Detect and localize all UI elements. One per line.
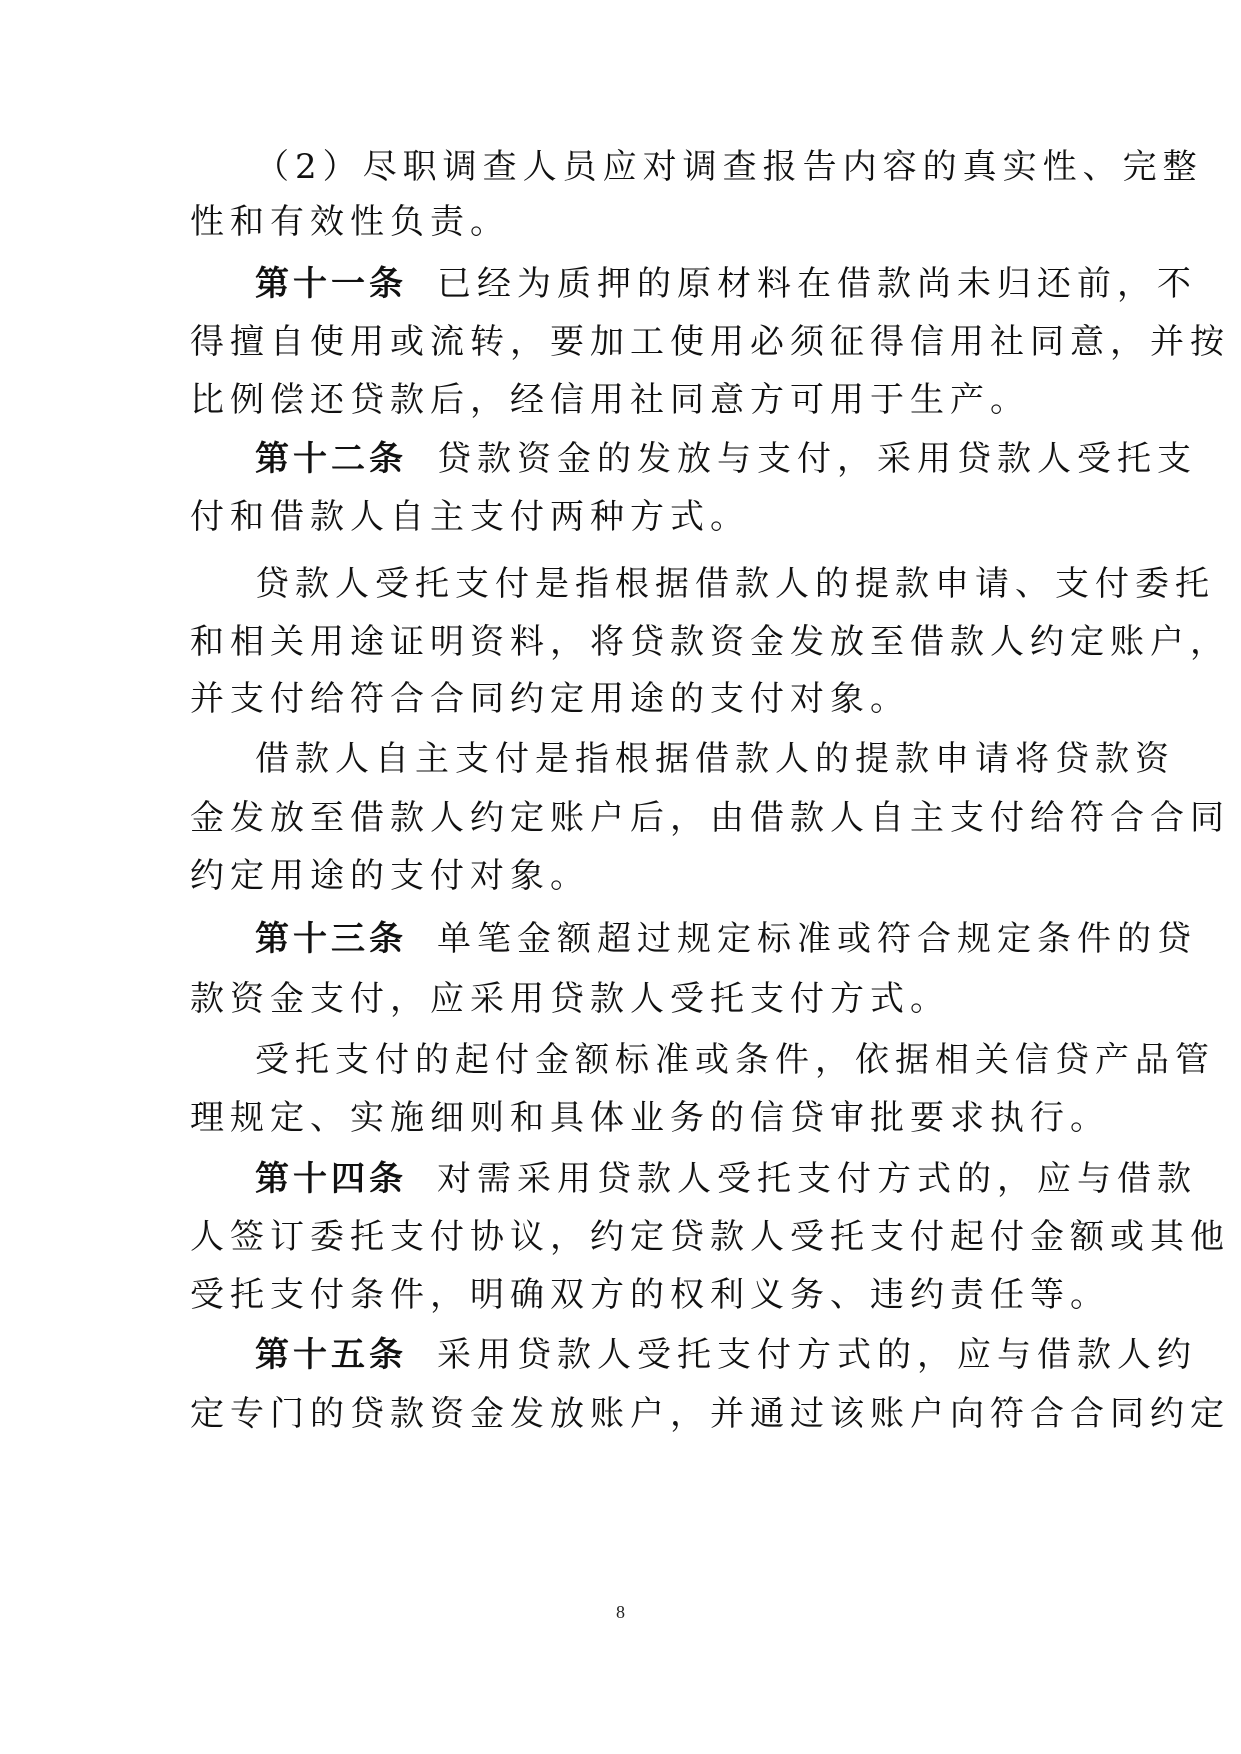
line-text: 受托支付的起付金额标准或条件，依据相关信贷产品管 bbox=[255, 1040, 1215, 1080]
paragraph-line bbox=[190, 378, 1050, 422]
paragraph-line bbox=[190, 1273, 1110, 1317]
article-heading: 第十二条 bbox=[255, 439, 407, 479]
paragraph-line bbox=[190, 677, 1050, 721]
line-text: 借款人自主支付是指根据借款人的提款申请将贷款资 bbox=[255, 739, 1175, 779]
line-text: 和相关用途证明资料，将贷款资金发放至借款人约定账户， bbox=[190, 622, 1230, 662]
paragraph-line bbox=[190, 620, 1230, 664]
line-text: 款资金支付，应采用贷款人受托支付方式。 bbox=[190, 979, 950, 1019]
line-text: 对需采用贷款人受托支付方式的，应与借款 bbox=[437, 1159, 1197, 1199]
line-text: 金发放至借款人约定账户后，由借款人自主支付给符合合同 bbox=[190, 798, 1230, 838]
article-line bbox=[255, 437, 1197, 481]
article-line bbox=[255, 917, 1197, 961]
paragraph-line bbox=[190, 1096, 1110, 1140]
line-text: （2）尽职调查人员应对调查报告内容的真实性、完整 bbox=[255, 147, 1203, 187]
line-text: 理规定、实施细则和具体业务的信贷审批要求执行。 bbox=[190, 1098, 1110, 1138]
line-text: 比例偿还贷款后，经信用社同意方可用于生产。 bbox=[190, 380, 1030, 420]
article-line bbox=[255, 262, 1197, 306]
line-text: 得擅自使用或流转，要加工使用必须征得信用社同意，并按 bbox=[190, 322, 1230, 362]
line-text: 付和借款人自主支付两种方式。 bbox=[190, 497, 750, 537]
paragraph-line bbox=[255, 145, 1203, 189]
line-text: 定专门的贷款资金发放账户，并通过该账户向符合合同约定 bbox=[190, 1394, 1230, 1434]
article-heading: 第十五条 bbox=[255, 1335, 407, 1375]
paragraph-line bbox=[190, 977, 1050, 1021]
paragraph-line bbox=[190, 200, 1050, 244]
paragraph-line bbox=[190, 495, 1050, 539]
article-heading: 第十三条 bbox=[255, 919, 407, 959]
line-text: 贷款人受托支付是指根据借款人的提款申请、支付委托 bbox=[255, 564, 1215, 604]
paragraph-line bbox=[255, 562, 1215, 606]
paragraph-line bbox=[190, 1392, 1230, 1436]
line-text: 贷款资金的发放与支付，采用贷款人受托支 bbox=[437, 439, 1197, 479]
paragraph-line bbox=[190, 796, 1230, 840]
article-line bbox=[255, 1333, 1197, 1377]
paragraph-line bbox=[255, 737, 1175, 781]
paragraph-line bbox=[190, 320, 1230, 364]
line-text: 单笔金额超过规定标准或符合规定条件的贷 bbox=[437, 919, 1197, 959]
line-text: 性和有效性负责。 bbox=[190, 202, 510, 242]
line-text: 采用贷款人受托支付方式的，应与借款人约 bbox=[437, 1335, 1197, 1375]
line-text: 受托支付条件，明确双方的权利义务、违约责任等。 bbox=[190, 1275, 1110, 1315]
line-text: 并支付给符合合同约定用途的支付对象。 bbox=[190, 679, 910, 719]
paragraph-line bbox=[190, 1215, 1230, 1259]
paragraph-line bbox=[190, 854, 1050, 898]
article-heading: 第十一条 bbox=[255, 264, 407, 304]
line-text: 人签订委托支付协议，约定贷款人受托支付起付金额或其他 bbox=[190, 1217, 1230, 1257]
line-text: 约定用途的支付对象。 bbox=[190, 856, 590, 896]
paragraph-line bbox=[255, 1038, 1215, 1082]
article-line bbox=[255, 1157, 1197, 1201]
article-heading: 第十四条 bbox=[255, 1159, 407, 1199]
line-text: 已经为质押的原材料在借款尚未归还前，不 bbox=[437, 264, 1197, 304]
page-number: 8 bbox=[616, 1602, 625, 1622]
